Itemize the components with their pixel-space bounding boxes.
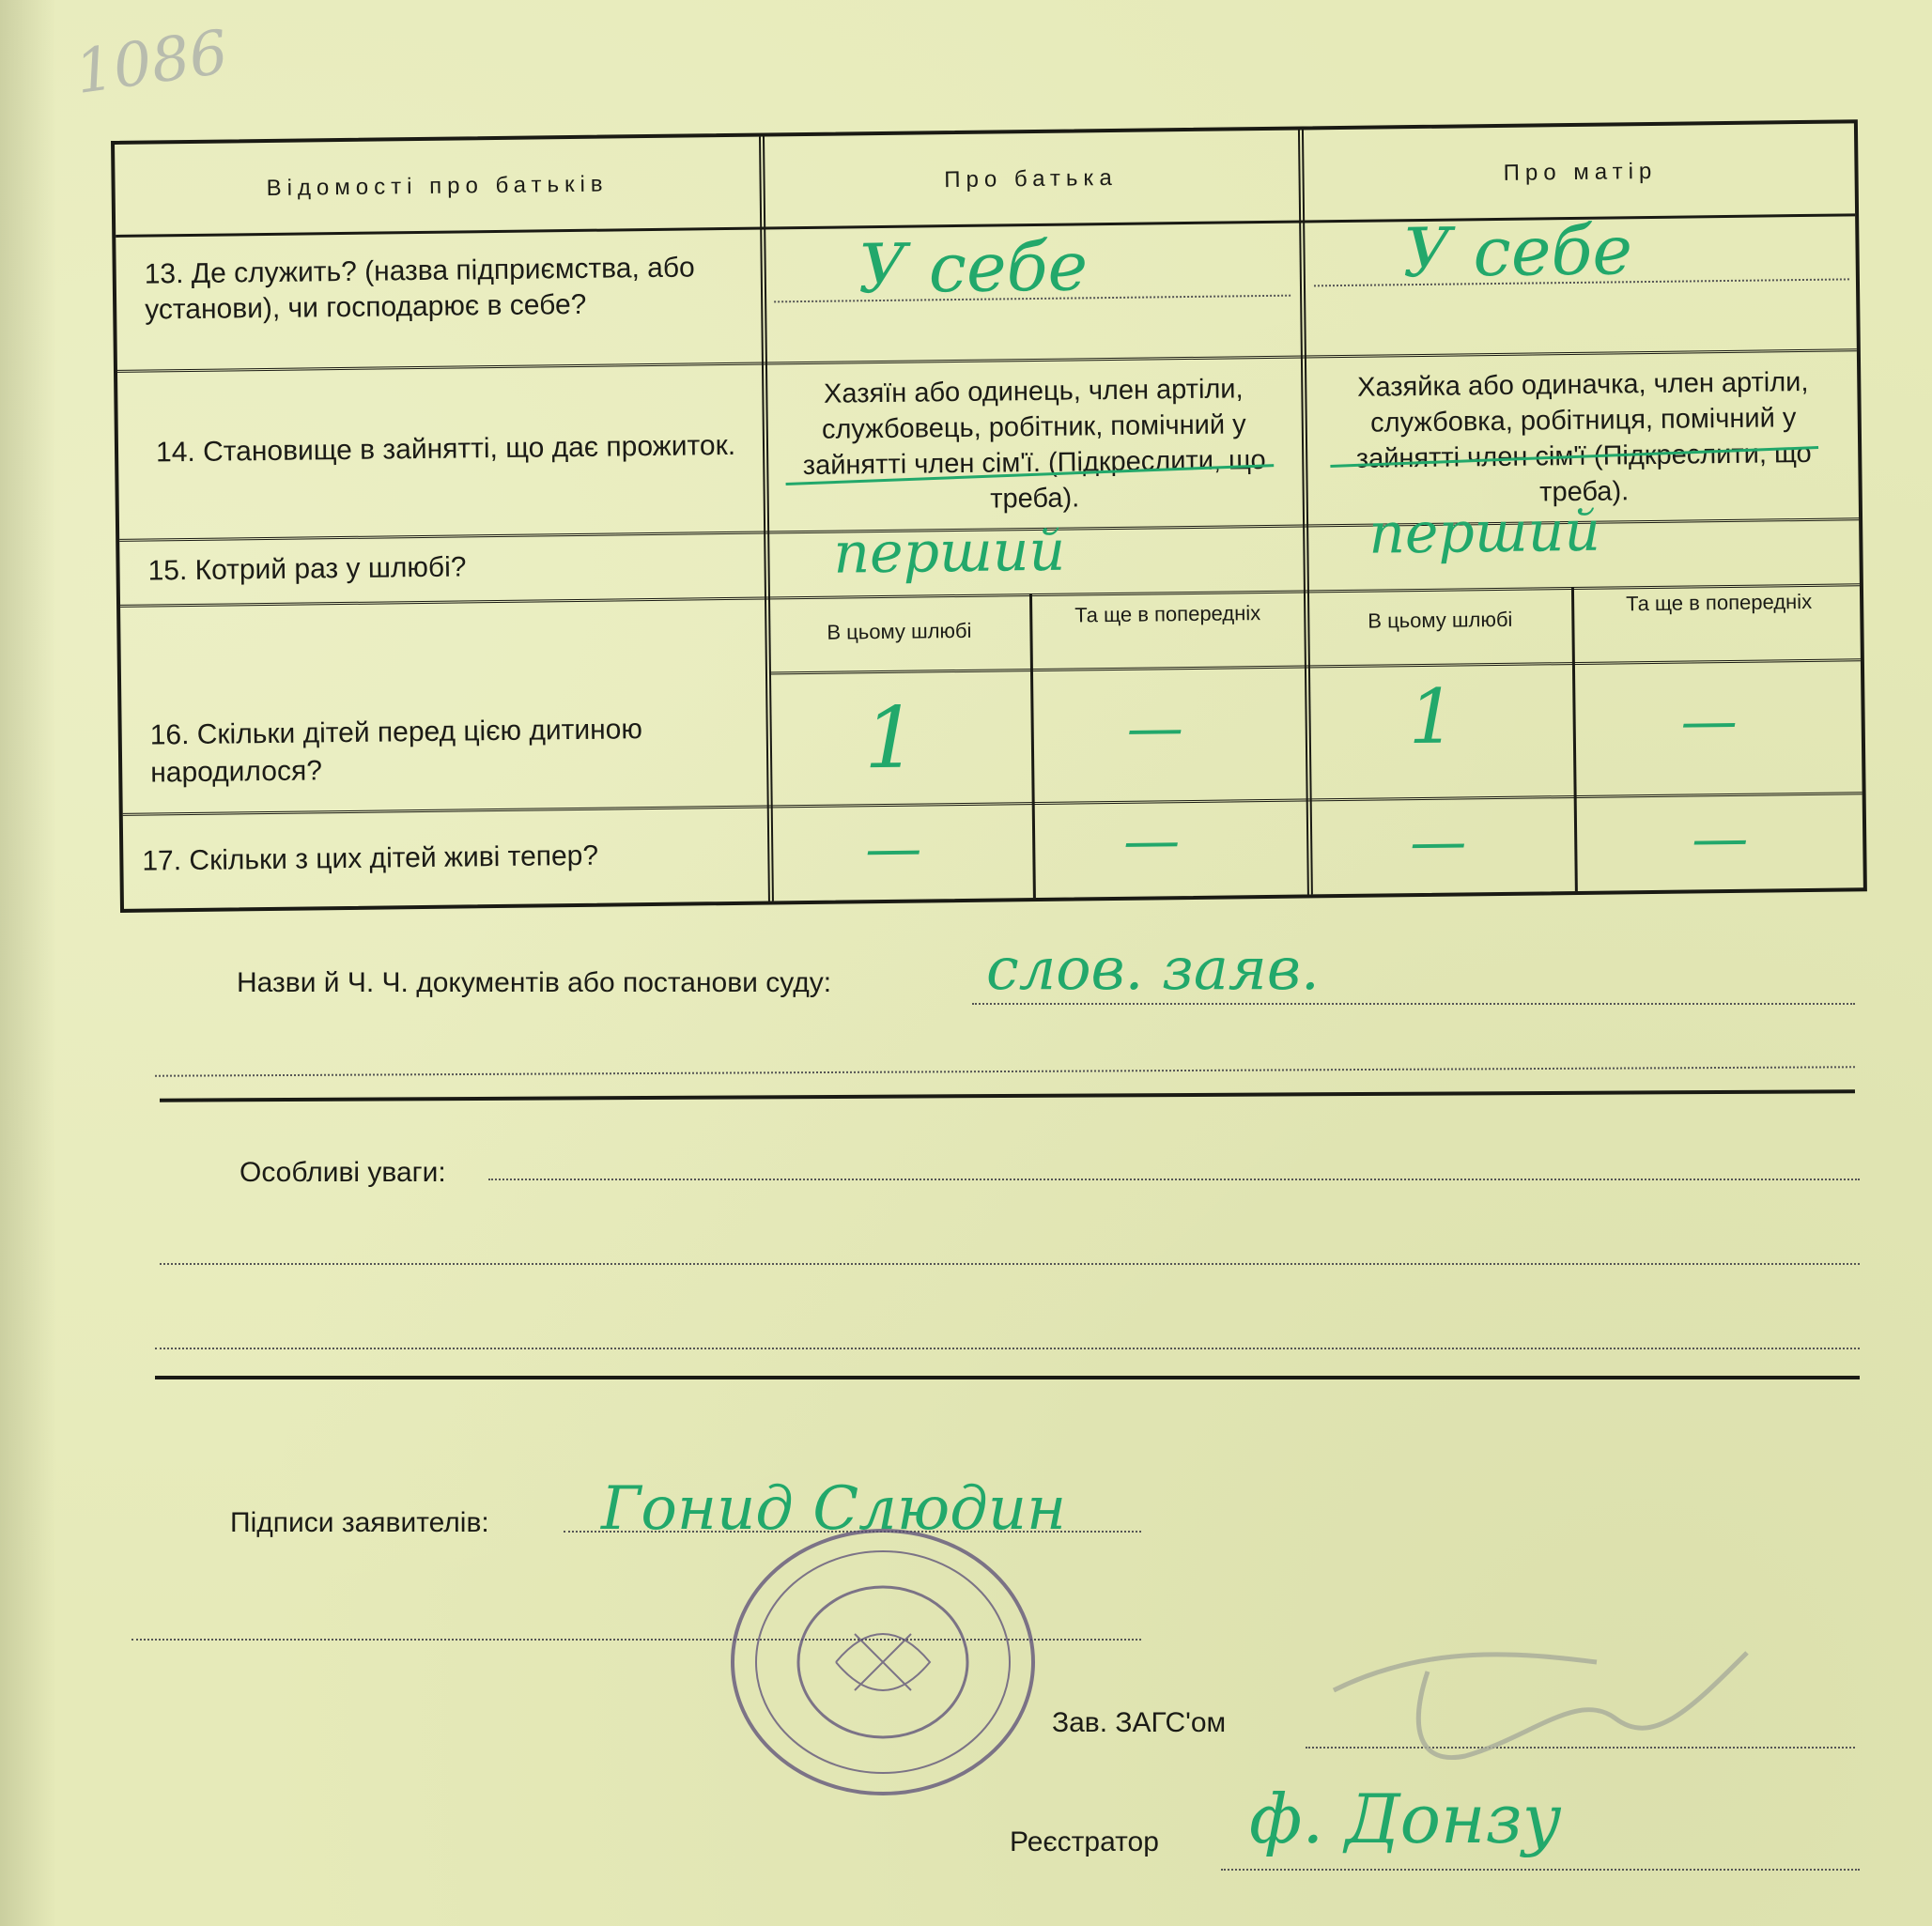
documents-value: слов. заяв.: [986, 934, 1320, 1003]
row15-mother-value: перший: [1368, 498, 1601, 567]
row16-father-sub-this: В цьому шлюбі: [827, 618, 972, 644]
row16-mother-sub-this: В цьому шлюбі: [1368, 607, 1513, 633]
dotted-line: [155, 1348, 1860, 1349]
row15-label: 15. Котрий раз у шлюбі?: [147, 551, 467, 587]
row16-father-prev: —: [1126, 695, 1184, 762]
head-signature-mark: [1315, 1634, 1785, 1784]
row16-label: 16. Скільки дітей перед цією дитиною народилося?: [149, 714, 643, 789]
registrar-signature: ф. Донзу: [1249, 1780, 1562, 1858]
row15-father-value: перший: [833, 517, 1066, 587]
row17-mother-this: —: [1409, 809, 1467, 876]
dotted-line: [488, 1179, 1860, 1180]
row13-mother-value: У себе: [1402, 210, 1633, 293]
pencil-archive-number: 1086: [70, 18, 233, 108]
official-round-stamp: [723, 1521, 1043, 1803]
row16-father-sub-prev: Та ще в попередніх: [1074, 601, 1261, 627]
row16-father-this: 1: [863, 688, 919, 789]
applicants-signatures-label: Підписи заявителів:: [230, 1507, 489, 1538]
row16-mother-prev: —: [1680, 687, 1739, 755]
applicants-signature: Гонид Слюдин: [601, 1474, 1067, 1544]
section-rule: [155, 1376, 1860, 1379]
header-about-mother: Про матір: [1503, 158, 1658, 186]
documents-label: Назви й Ч. Ч. документів або постанови суду:: [237, 967, 832, 998]
page-edge-shadow: [0, 0, 56, 1926]
row16-mother-this: 1: [1408, 672, 1458, 762]
row13-label: 13. Де служить? (назва підприємства, або установи), чи господарює в себе?: [144, 252, 695, 326]
dotted-line: [155, 1066, 1855, 1076]
parents-info-table: [111, 119, 1867, 913]
row17-label: 17. Скільки з цих дітей живі тепер?: [142, 840, 599, 877]
row16-mother-sub-prev: Та ще в попередніх: [1626, 589, 1813, 616]
row14-mother-options: Хазяйка або одиначка, член артіли, службовка, робітниця, помічний у зайнятті член сім'ї (Підкреслити, що треба).: [1355, 366, 1812, 508]
registrar-label: Реєстратор: [1010, 1826, 1159, 1857]
zags-head-label: Зав. ЗАГС'ом: [1052, 1707, 1227, 1738]
row14-label: 14. Становище в зайнятті, що дає прожиток.: [155, 429, 736, 469]
table-col-rule: [1029, 593, 1036, 898]
row14-father-options: Хазяїн або одинець, член артіли, службовець, робітник, помічний у зайнятті член сім'ї. (Підкреслити, що треба).: [802, 374, 1266, 515]
dotted-line: [1221, 1869, 1860, 1871]
row17-father-prev: —: [1122, 808, 1181, 874]
row17-mother-prev: —: [1691, 805, 1749, 872]
table-col-rule: [1571, 587, 1578, 891]
row17-father-this: —: [864, 815, 922, 883]
section-rule: [160, 1089, 1855, 1102]
header-parents-info: Відомості про батьків: [266, 171, 609, 201]
table-rule: [123, 792, 1862, 819]
dotted-line: [160, 1263, 1860, 1265]
table-col-rule: [759, 136, 774, 901]
table-col-rule: [1298, 130, 1313, 894]
table-rule: [769, 658, 1861, 677]
remarks-label: Особливі уваги:: [240, 1157, 446, 1188]
row13-father-value: У себе: [858, 226, 1089, 309]
dotted-line: [972, 1003, 1855, 1005]
header-about-father: Про батька: [944, 164, 1118, 193]
